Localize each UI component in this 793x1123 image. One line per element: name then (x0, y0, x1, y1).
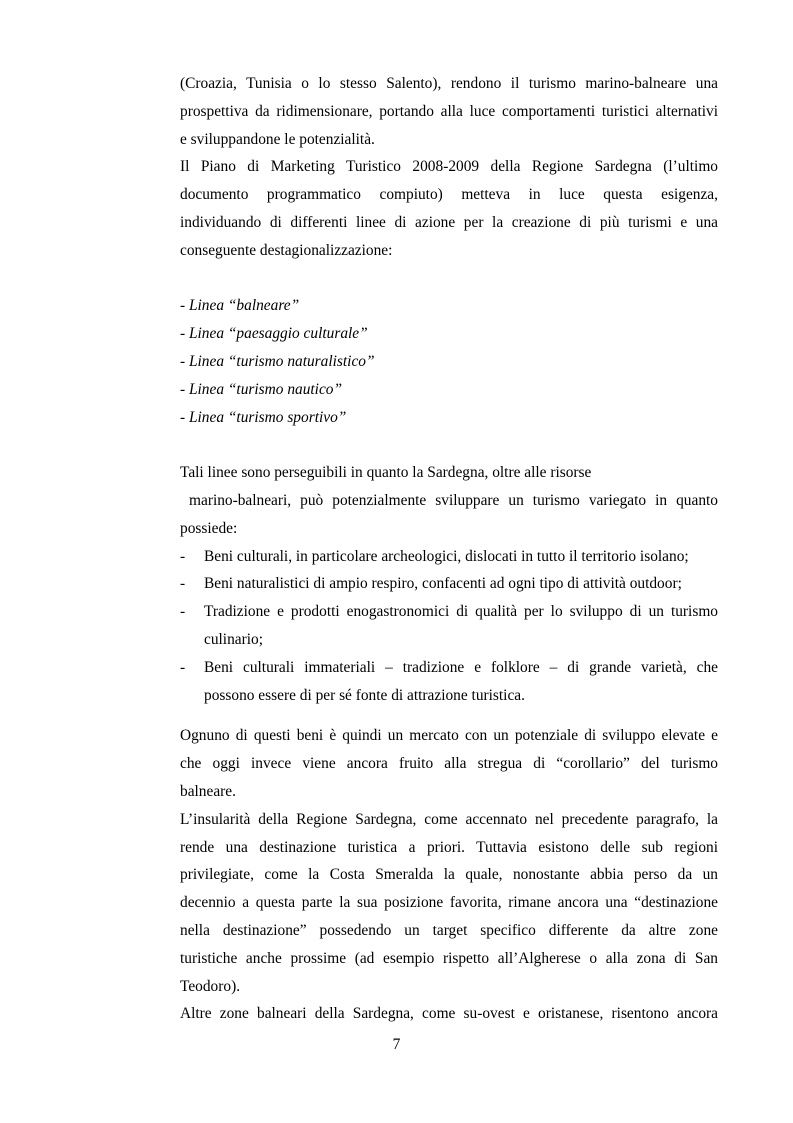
linea-item: - Linea “turismo nautico” (180, 380, 343, 398)
linea-item: - Linea “turismo naturalistico” (180, 352, 375, 370)
page-body (180, 70, 718, 1028)
list-item-continuation: possono essere di per sé fonte di attrazione turistica. (204, 686, 525, 704)
text-line: individuando di differenti linee di azione per la creazione di più turismi e una (180, 213, 718, 231)
beni-list (180, 543, 718, 710)
text-line: Teodoro). (180, 977, 241, 995)
bullet-dash: - (180, 575, 186, 593)
text-line: prospettiva da ridimensionare, portando alla luce comportamenti turistici alternativi (180, 102, 718, 120)
list-item-continuation: culinario; (204, 630, 263, 648)
bullet-dash: - (180, 603, 186, 621)
linea-item: - Linea “turismo sportivo” (180, 408, 347, 426)
spacer (180, 431, 718, 459)
text-line: e sviluppandone le potenzialità. (180, 130, 375, 148)
list-item (180, 598, 718, 626)
text-line: che oggi invece viene ancora fruito alla stregua di “corollario” del turismo (180, 755, 718, 773)
page-number: 7 (392, 1036, 401, 1053)
text-line: turistiche anche prossime (ad esempio rispetto all’Algherese o alla zona di San (180, 949, 718, 967)
text-line: conseguente destagionalizzazione: (180, 241, 393, 259)
text-line: documento programmatico compiuto) metteva in luce questa esigenza, (180, 186, 718, 204)
paragraph-altre-zone (180, 1000, 718, 1028)
text-line: decennio a questa parte la sua posizione favorita, rimane ancora una “destinazione (180, 894, 718, 912)
list-item (180, 570, 718, 598)
spacer (180, 709, 718, 722)
text-line: privilegiate, come la Costa Smeralda la quale, nonostante abbia perso da un (180, 866, 718, 884)
bullet-dash: - (180, 547, 186, 565)
text-line: Altre zone balneari della Sardegna, come su-ovest e oristanese, risentono ancora (180, 1005, 718, 1023)
linea-item: - Linea “paesaggio culturale” (180, 325, 368, 343)
linee-list (180, 292, 718, 431)
list-item-text: Beni culturali immateriali – tradizione e folklore – di grande varietà, che (204, 658, 718, 676)
paragraph-piano-marketing (180, 153, 718, 264)
text-line: Il Piano di Marketing Turistico 2008-2009 della Regione Sardegna (l’ultimo (180, 158, 718, 176)
text-line: L’insularità della Regione Sardegna, come accennato nel precedente paragrafo, la (180, 810, 718, 828)
text-line: marino-balneari, può potenzialmente sviluppare un turismo variegato in quanto (180, 491, 718, 509)
text-line: balneare. (180, 782, 236, 800)
paragraph-tali-linee (180, 459, 718, 542)
text-line: Tali linee sono perseguibili in quanto la Sardegna, oltre alle risorse (180, 464, 592, 482)
list-item-text: Beni culturali, in particolare archeologici, dislocati in tutto il territorio isolano; (204, 547, 689, 565)
linea-item: - Linea “balneare” (180, 297, 300, 315)
paragraph-intro (180, 70, 718, 153)
paragraph-insularita (180, 806, 718, 1001)
text-line: Ognuno di questi beni è quindi un mercato con un potenziale di sviluppo elevate e (180, 727, 718, 745)
list-item-text: Tradizione e prodotti enogastronomici di qualità per lo sviluppo di un turismo (204, 603, 718, 621)
list-item (180, 543, 718, 571)
text-line: (Croazia, Tunisia o lo stesso Salento), rendono il turismo marino-balneare una (180, 75, 718, 92)
list-item (180, 654, 718, 682)
paragraph-ognuno (180, 722, 718, 805)
bullet-dash: - (180, 658, 186, 676)
spacer (180, 265, 718, 293)
text-line: nella destinazione” possedendo un target specifico differente da altre zone (180, 921, 718, 939)
text-line: possiede: (180, 519, 238, 537)
list-item-text: Beni naturalistici di ampio respiro, confacenti ad ogni tipo di attività outdoor; (204, 575, 682, 593)
text-line: rende una destinazione turistica a priori. Tuttavia esistono delle sub regioni (180, 838, 718, 856)
